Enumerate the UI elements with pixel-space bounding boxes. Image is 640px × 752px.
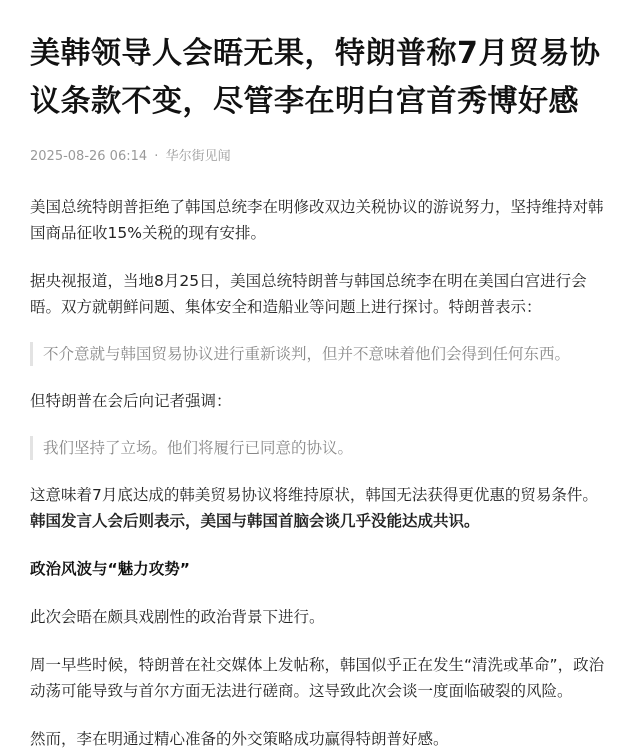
paragraph-charm-offensive: 然而，李在明通过精心准备的外交策略成功赢得特朗普好感。 (30, 730, 449, 748)
article-title: 美韩领导人会晤无果，特朗普称7月贸易协议条款不变，尽管李在明白宫首秀博好感 (30, 36, 601, 119)
paragraph-group-outcome (30, 482, 610, 534)
section-heading: 政治风波与“魅力攻势” (30, 560, 190, 578)
blockquote-stand-ground: 我们坚持了立场。他们将履行已同意的协议。 (30, 436, 610, 460)
paragraph-press-remarks: 但特朗普在会后向记者强调： (30, 392, 232, 410)
paragraph-background: 此次会晤在颇具戏剧性的政治背景下进行。 (30, 608, 325, 626)
paragraph-social-post: 周一早些时候，特朗普在社交媒体上发帖称，韩国似乎正在发生“清洗或革命”，政治动荡可能导致与首尔方面无法进行磋商。这导致此次会谈一度面临破裂的风险。 (30, 656, 605, 700)
blockquote-renegotiation: 不介意就与韩国贸易协议进行重新谈判，但并不意味着他们会得到任何东西。 (30, 342, 610, 366)
publish-date: 2025-08-26 06:14 (30, 149, 148, 164)
article-body (30, 194, 610, 752)
article-source[interactable]: 华尔街见闻 (165, 149, 231, 164)
paragraph-intro: 美国总统特朗普拒绝了韩国总统李在明修改双边关税协议的游说努力，坚持维持对韩国商品征收15%关税的现有安排。 (30, 198, 604, 242)
article-meta (30, 148, 610, 166)
meta-separator: · (154, 149, 159, 164)
paragraph-cctv-report: 据央视报道，当地8月25日，美国总统特朗普与韩国总统李在明在美国白宫进行会晤。双方就朝鲜问题、集体安全和造船业等问题上进行探讨。特朗普表示： (30, 272, 587, 316)
paragraph-no-consensus: 韩国发言人会后则表示，美国与韩国首脑会谈几乎没能达成共识。 (30, 512, 480, 530)
paragraph-deal-unchanged: 这意味着7月底达成的韩美贸易协议将维持原状，韩国无法获得更优惠的贸易条件。 (30, 486, 598, 504)
